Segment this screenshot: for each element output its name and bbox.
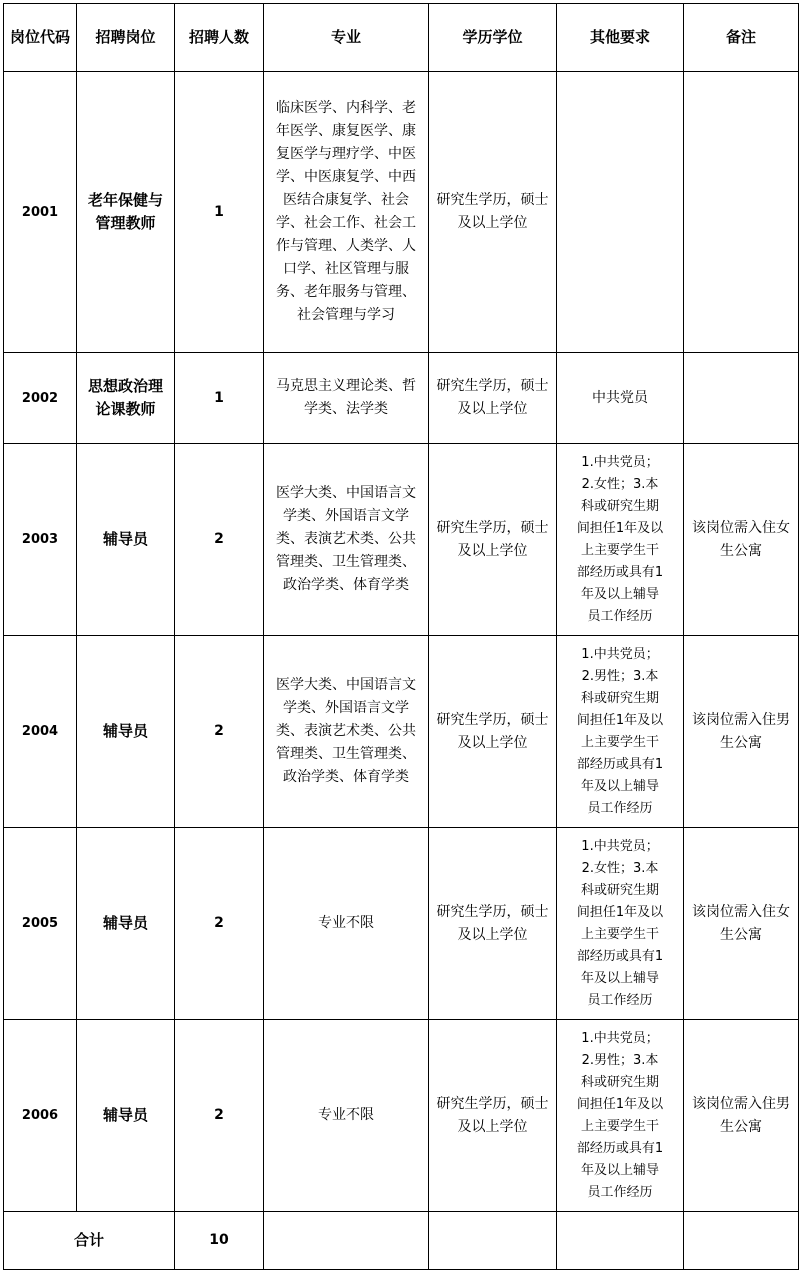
- requirement-line: 科或研究生期: [580, 1074, 659, 1090]
- requirement-line: 间担任1年及以: [576, 1096, 664, 1112]
- requirement-line: 上主要学生干: [580, 1118, 659, 1134]
- table-row: [4, 828, 799, 1020]
- requirement-line: 部经历或具有1: [576, 948, 664, 964]
- table-row: [4, 444, 799, 636]
- requirement-line: 科或研究生期: [580, 498, 659, 514]
- row-other: [557, 828, 684, 1020]
- requirement-line: 部经历或具有1: [576, 564, 664, 580]
- row-major: 医学大类、中国语言文学类、外国语言文学类、表演艺术类、公共管理类、卫生管理类、政治学类、体育学类: [264, 444, 429, 636]
- total-empty: [264, 1212, 429, 1270]
- row-degree: 研究生学历，硕士及以上学位: [429, 72, 557, 353]
- row-count: 1: [175, 72, 264, 353]
- row-other: [557, 353, 684, 444]
- row-degree: 研究生学历，硕士及以上学位: [429, 353, 557, 444]
- total-label: 合计: [4, 1212, 175, 1270]
- row-count: 2: [175, 828, 264, 1020]
- row-code: 2004: [4, 636, 77, 828]
- row-count: 2: [175, 636, 264, 828]
- requirement-line: 科或研究生期: [580, 690, 659, 706]
- row-post: 辅导员: [77, 1020, 175, 1212]
- requirement-line: 1.中共党员；: [581, 454, 659, 470]
- row-note: 该岗位需入住女生公寓: [684, 828, 799, 1020]
- row-post: 辅导员: [77, 828, 175, 1020]
- requirement-line: 员工作经历: [587, 992, 653, 1008]
- requirement-line: 上主要学生干: [580, 734, 659, 750]
- row-note: 该岗位需入住男生公寓: [684, 636, 799, 828]
- row-code: 2003: [4, 444, 77, 636]
- row-code: 2001: [4, 72, 77, 353]
- table-row: [4, 353, 799, 444]
- row-code: 2005: [4, 828, 77, 1020]
- requirement-line: 间担任1年及以: [576, 904, 664, 920]
- requirement-line: 间担任1年及以: [576, 520, 664, 536]
- row-other: [557, 636, 684, 828]
- header-major: 专业: [264, 4, 429, 72]
- total-row: [4, 1212, 799, 1270]
- header-code: 岗位代码: [4, 4, 77, 72]
- row-post: 辅导员: [77, 636, 175, 828]
- header-row: [4, 4, 799, 72]
- requirement-line: 1.中共党员；: [581, 646, 659, 662]
- requirement-line: 上主要学生干: [580, 926, 659, 942]
- row-major: 专业不限: [264, 1020, 429, 1212]
- requirement-line: 1.中共党员；: [581, 1030, 659, 1046]
- row-other: [557, 72, 684, 353]
- requirement-line: 2.男性；3.本: [581, 668, 659, 684]
- row-major: 专业不限: [264, 828, 429, 1020]
- requirement-line: 中共党员: [592, 389, 648, 406]
- requirement-line: 2.男性；3.本: [581, 1052, 659, 1068]
- requirement-line: 员工作经历: [587, 1184, 653, 1200]
- row-degree: 研究生学历，硕士及以上学位: [429, 828, 557, 1020]
- row-other: [557, 444, 684, 636]
- table-row: [4, 72, 799, 353]
- row-note: 该岗位需入住男生公寓: [684, 1020, 799, 1212]
- header-post: 招聘岗位: [77, 4, 175, 72]
- row-code: 2006: [4, 1020, 77, 1212]
- row-degree: 研究生学历，硕士及以上学位: [429, 636, 557, 828]
- row-note: [684, 72, 799, 353]
- requirement-line: 2.女性；3.本: [581, 860, 659, 876]
- requirement-line: 年及以上辅导: [580, 586, 659, 602]
- row-major: 马克思主义理论类、哲学类、法学类: [264, 353, 429, 444]
- total-count: 10: [175, 1212, 264, 1270]
- row-note: [684, 353, 799, 444]
- row-count: 2: [175, 444, 264, 636]
- row-other: [557, 1020, 684, 1212]
- table-row: [4, 636, 799, 828]
- header-degree: 学历学位: [429, 4, 557, 72]
- row-major: 临床医学、内科学、老年医学、康复医学、康复医学与理疗学、中医学、中医康复学、中西医结合康复学、社会学、社会工作、社会工作与管理、人类学、人口学、社区管理与服务、老年服务与管理、社会管理与学习: [264, 72, 429, 353]
- requirement-line: 部经历或具有1: [576, 756, 664, 772]
- row-degree: 研究生学历，硕士及以上学位: [429, 1020, 557, 1212]
- requirement-line: 1.中共党员；: [581, 838, 659, 854]
- requirement-line: 上主要学生干: [580, 542, 659, 558]
- requirement-line: 2.女性；3.本: [581, 476, 659, 492]
- total-empty: [557, 1212, 684, 1270]
- row-count: 2: [175, 1020, 264, 1212]
- table-row: [4, 1020, 799, 1212]
- row-degree: 研究生学历，硕士及以上学位: [429, 444, 557, 636]
- row-post: 思想政治理论课教师: [77, 353, 175, 444]
- row-major: 医学大类、中国语言文学类、外国语言文学类、表演艺术类、公共管理类、卫生管理类、政治学类、体育学类: [264, 636, 429, 828]
- requirement-line: 科或研究生期: [580, 882, 659, 898]
- row-code: 2002: [4, 353, 77, 444]
- row-post: 老年保健与管理教师: [77, 72, 175, 353]
- total-empty: [429, 1212, 557, 1270]
- row-count: 1: [175, 353, 264, 444]
- total-empty: [684, 1212, 799, 1270]
- requirement-line: 年及以上辅导: [580, 1162, 659, 1178]
- requirement-line: 员工作经历: [587, 608, 653, 624]
- header-count: 招聘人数: [175, 4, 264, 72]
- recruitment-table: [3, 3, 799, 1270]
- requirement-line: 间担任1年及以: [576, 712, 664, 728]
- header-other: 其他要求: [557, 4, 684, 72]
- requirement-line: 员工作经历: [587, 800, 653, 816]
- requirement-line: 年及以上辅导: [580, 778, 659, 794]
- row-note: 该岗位需入住女生公寓: [684, 444, 799, 636]
- requirement-line: 年及以上辅导: [580, 970, 659, 986]
- row-post: 辅导员: [77, 444, 175, 636]
- header-note: 备注: [684, 4, 799, 72]
- requirement-line: 部经历或具有1: [576, 1140, 664, 1156]
